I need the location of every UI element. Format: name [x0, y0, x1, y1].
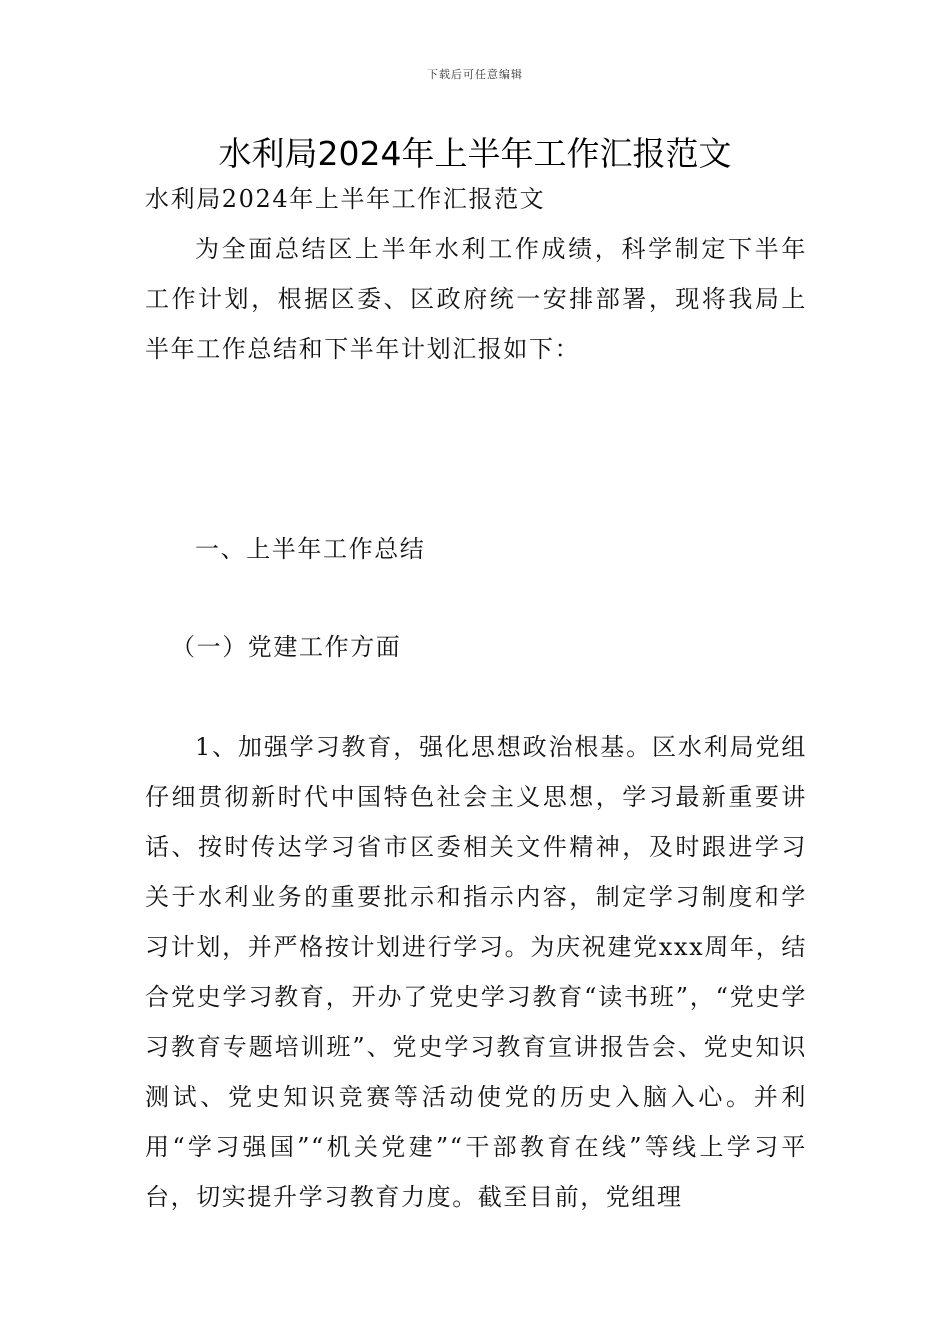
header-note: 下载后可任意编辑 — [427, 68, 523, 81]
body-paragraph: 1、加强学习教育，强化思想政治根基。区水利局党组仔细贯彻新时代中国特色社会主义思想，学习最新重要讲话、按时传达学习省市区委相关文件精神，及时跟进学习关于水利业务的重要批示和指示内容，制定学习制度和学习计划，并严格按计划进行学习。为庆祝建党xxx周年，结合党史学习教育，开办了党史学习教育“读书班”，“党史学习教育专题培训班”、党史学习教育宣讲报告会、党史知识测试、党史知识竞赛等活动使党的历史入脑入心。并利用“学习强国”“机关党建”“干部教育在线”等线上学习平台，切实提升学习教育力度。截至目前，党组理 — [145, 733, 807, 1211]
document-title: 水利局2024年上半年工作汇报范文 — [218, 134, 732, 173]
document-subtitle: 水利局2024年上半年工作汇报范文 — [145, 185, 546, 213]
section-heading: 一、上半年工作总结 — [195, 535, 426, 563]
intro-paragraph: 为全面总结区上半年水利工作成绩，科学制定下半年工作计划，根据区委、区政府统一安排部署，现将我局上半年工作总结和下半年计划汇报如下： — [145, 235, 807, 363]
subsection-heading: （一）党建工作方面 — [171, 633, 402, 661]
